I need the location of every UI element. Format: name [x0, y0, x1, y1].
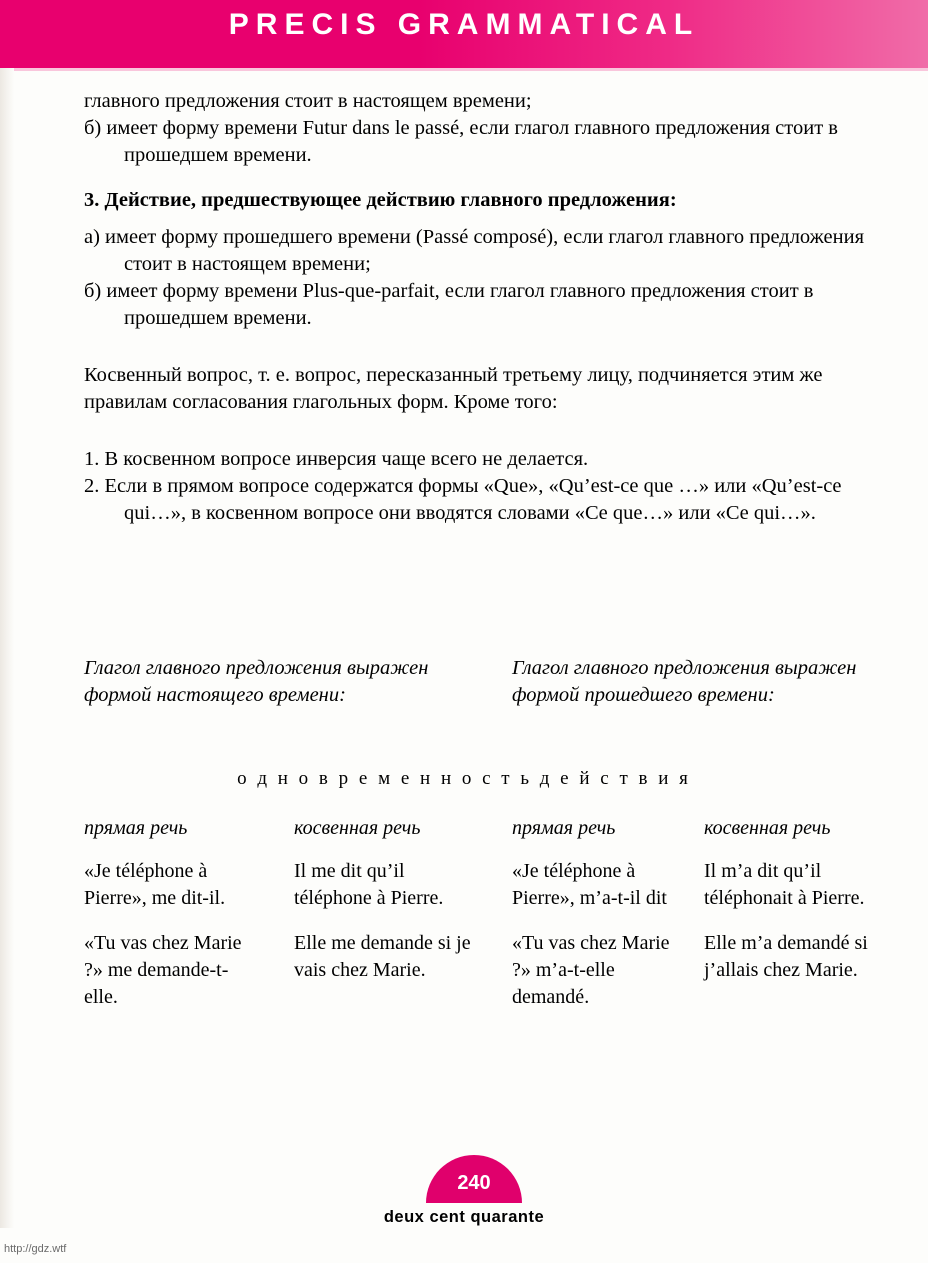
table-cell: «Je téléphone à Pierre», m’a-t-il dit	[512, 860, 667, 909]
column-heading-present: Глагол главного предложения выражен формой настоящего времени:	[84, 657, 429, 706]
rule-item-1: 1. В косвенном вопросе инверсия чаще всего не делается.	[84, 448, 589, 470]
table-column-indirect-past	[704, 815, 894, 1002]
list-item-a-2: а) имеет форму прошедшего времени (Passé composé), если глагол главного предложения стоит в настоящем времени;	[84, 226, 865, 275]
table-cell: Il m’a dit qu’il téléphonait à Pierre.	[704, 860, 865, 909]
table-cell: «Je téléphone à Pierre», me dit-il.	[84, 860, 226, 909]
page-banner	[0, 0, 928, 68]
table-cell: Il me dit qu’il téléphone à Pierre.	[294, 860, 444, 909]
page-gutter-shadow	[0, 68, 14, 1228]
paragraph-indirect-question: Косвенный вопрос, т. е. вопрос, пересказанный третьему лицу, подчиняется этим же правилам согласования глагольных форм. Кроме того:	[84, 364, 823, 413]
table-cell: Elle m’a demandé si j’allais chez Marie.	[704, 932, 868, 981]
table-cell: Elle me demande si je vais chez Marie.	[294, 932, 471, 981]
table-column-direct-present	[84, 815, 244, 1029]
list-item-b-1: б) имеет форму времени Futur dans le passé, если глагол главного предложения стоит в прошедшем времени.	[84, 117, 838, 166]
page-body	[84, 88, 874, 527]
table-column-indirect-present	[294, 815, 474, 1002]
table-column-direct-past	[512, 815, 682, 1029]
table-cell: «Tu vas chez Marie ?» m’a-t-elle demandé.	[512, 932, 670, 1008]
list-item-b-2: б) имеет форму времени Plus-que-parfait, если глагол главного предложения стоит в прошедшем времени.	[84, 280, 814, 329]
column-header: прямая речь	[84, 817, 188, 839]
column-header: прямая речь	[512, 817, 616, 839]
rule-item-2: 2. Если в прямом вопросе содержатся формы «Que», «Qu’est-ce que …» или «Qu’est-ce qui…», в косвенном вопросе они вводятся словами «Ce que…» или «Ce qui…».	[84, 475, 842, 524]
table-cell: «Tu vas chez Marie ?» me demande-t-elle.	[84, 932, 242, 1008]
simultaneity-label: о д н о в р е м е н н о с т ь д е й с т в и я	[237, 768, 691, 789]
column-header: косвенная речь	[704, 817, 831, 839]
paragraph-continuation: главного предложения стоит в настоящем времени;	[84, 90, 532, 112]
page-number-words: deux cent quarante	[383, 1208, 545, 1226]
banner-title: PRECIS GRAMMATICAL	[228, 8, 700, 41]
banner-edge	[0, 68, 928, 71]
column-heading-past: Глагол главного предложения выражен формой прошедшего времени:	[512, 657, 857, 706]
column-header: косвенная речь	[294, 817, 421, 839]
watermark: http://gdz.wtf	[4, 1243, 67, 1255]
section-heading-3: 3. Действие, предшествующее действию главного предложения:	[84, 189, 677, 211]
page-number: 240	[457, 1172, 491, 1194]
